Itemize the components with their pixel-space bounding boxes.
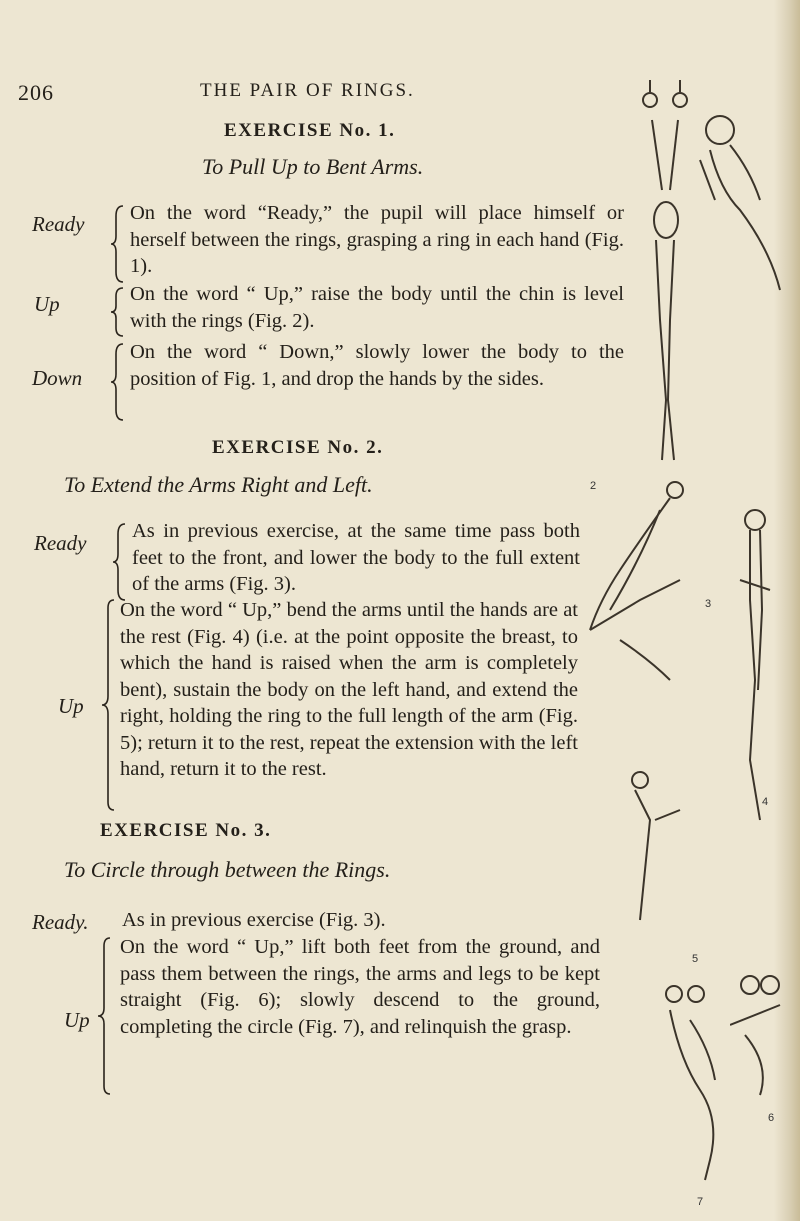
- exercise-1-up-text: On the word “ Up,” raise the body until the chin is level with the rings (Fig. 2).: [130, 283, 624, 332]
- figure-5-illustration: [620, 760, 700, 930]
- figure-4-illustration: [730, 500, 785, 830]
- brace-ex1-down: [111, 342, 125, 422]
- figure-label-4: 4: [762, 796, 769, 808]
- exercise-3-up-label: Up: [64, 1008, 90, 1032]
- exercise-1-ready-label: Ready: [32, 212, 85, 236]
- exercise-2-ready-label: Ready: [34, 531, 87, 555]
- exercise-2-ready-text: As in previous exercise, at the same time pass both feet to the front, and lower the body to the full extent of the arms (Fig. 3).: [132, 520, 580, 595]
- figure-2-illustration: [690, 100, 785, 300]
- brace-ex2-ready: [113, 522, 127, 602]
- exercise-1-down-text: On the word “ Down,” slowly lower the body to the position of Fig. 1, and drop the hands by the sides.: [130, 341, 624, 390]
- exercise-2-subtitle: To Extend the Arms Right and Left.: [64, 472, 373, 497]
- figure-label-2: 2: [590, 480, 597, 492]
- figure-label-3: 3: [705, 598, 712, 610]
- exercise-1-down-label: Down: [32, 366, 83, 390]
- exercise-3-up-text: On the word “ Up,” lift both feet from the ground, and pass them between the rings, the arms and legs to be kept straight (Fig. 6); slowly descend to the ground, completing the circle (Fig. 7), and relinquish the grasp.: [120, 936, 600, 1038]
- exercise-3-subtitle: To Circle through between the Rings.: [64, 857, 391, 882]
- exercise-2-heading: EXERCISE No. 2.: [212, 437, 384, 458]
- exercise-2-up-text: On the word “ Up,” bend the arms until the hands are at the rest (Fig. 4) (i.e. at the point opposite the breast, to which the hand is raised when the arm is completely bent), sustain the body on the left hand, and extend the right, holding the ring to the full length of the arm (Fig. 5); return it to the rest, repeat the extension with the left hand, return it to the rest.: [120, 599, 578, 780]
- brace-ex1-ready: [111, 204, 125, 284]
- figure-label-7: 7: [697, 1196, 704, 1208]
- exercise-1-ready-text: On the word “Ready,” the pupil will place himself or herself between the rings, grasping a ring in each hand (Fig. 1).: [130, 202, 624, 277]
- page-number: 206: [18, 80, 54, 105]
- exercise-2-up-label: Up: [58, 694, 84, 718]
- running-head: THE PAIR OF RINGS.: [200, 80, 415, 101]
- figure-label-6: 6: [768, 1112, 775, 1124]
- exercise-3-ready-label: Ready.: [32, 910, 89, 934]
- exercise-3-ready-text: As in previous exercise (Fig. 3).: [122, 909, 386, 931]
- exercise-1-up-label: Up: [34, 292, 60, 316]
- brace-ex1-up: [111, 286, 125, 338]
- figure-label-5: 5: [692, 953, 699, 965]
- exercise-1-subtitle: To Pull Up to Bent Arms.: [202, 154, 424, 179]
- exercise-1-heading: EXERCISE No. 1.: [224, 120, 396, 141]
- exercise-3-heading: EXERCISE No. 3.: [100, 820, 272, 841]
- figure-3-illustration: [580, 480, 700, 740]
- figure-7-illustration: [660, 980, 740, 1190]
